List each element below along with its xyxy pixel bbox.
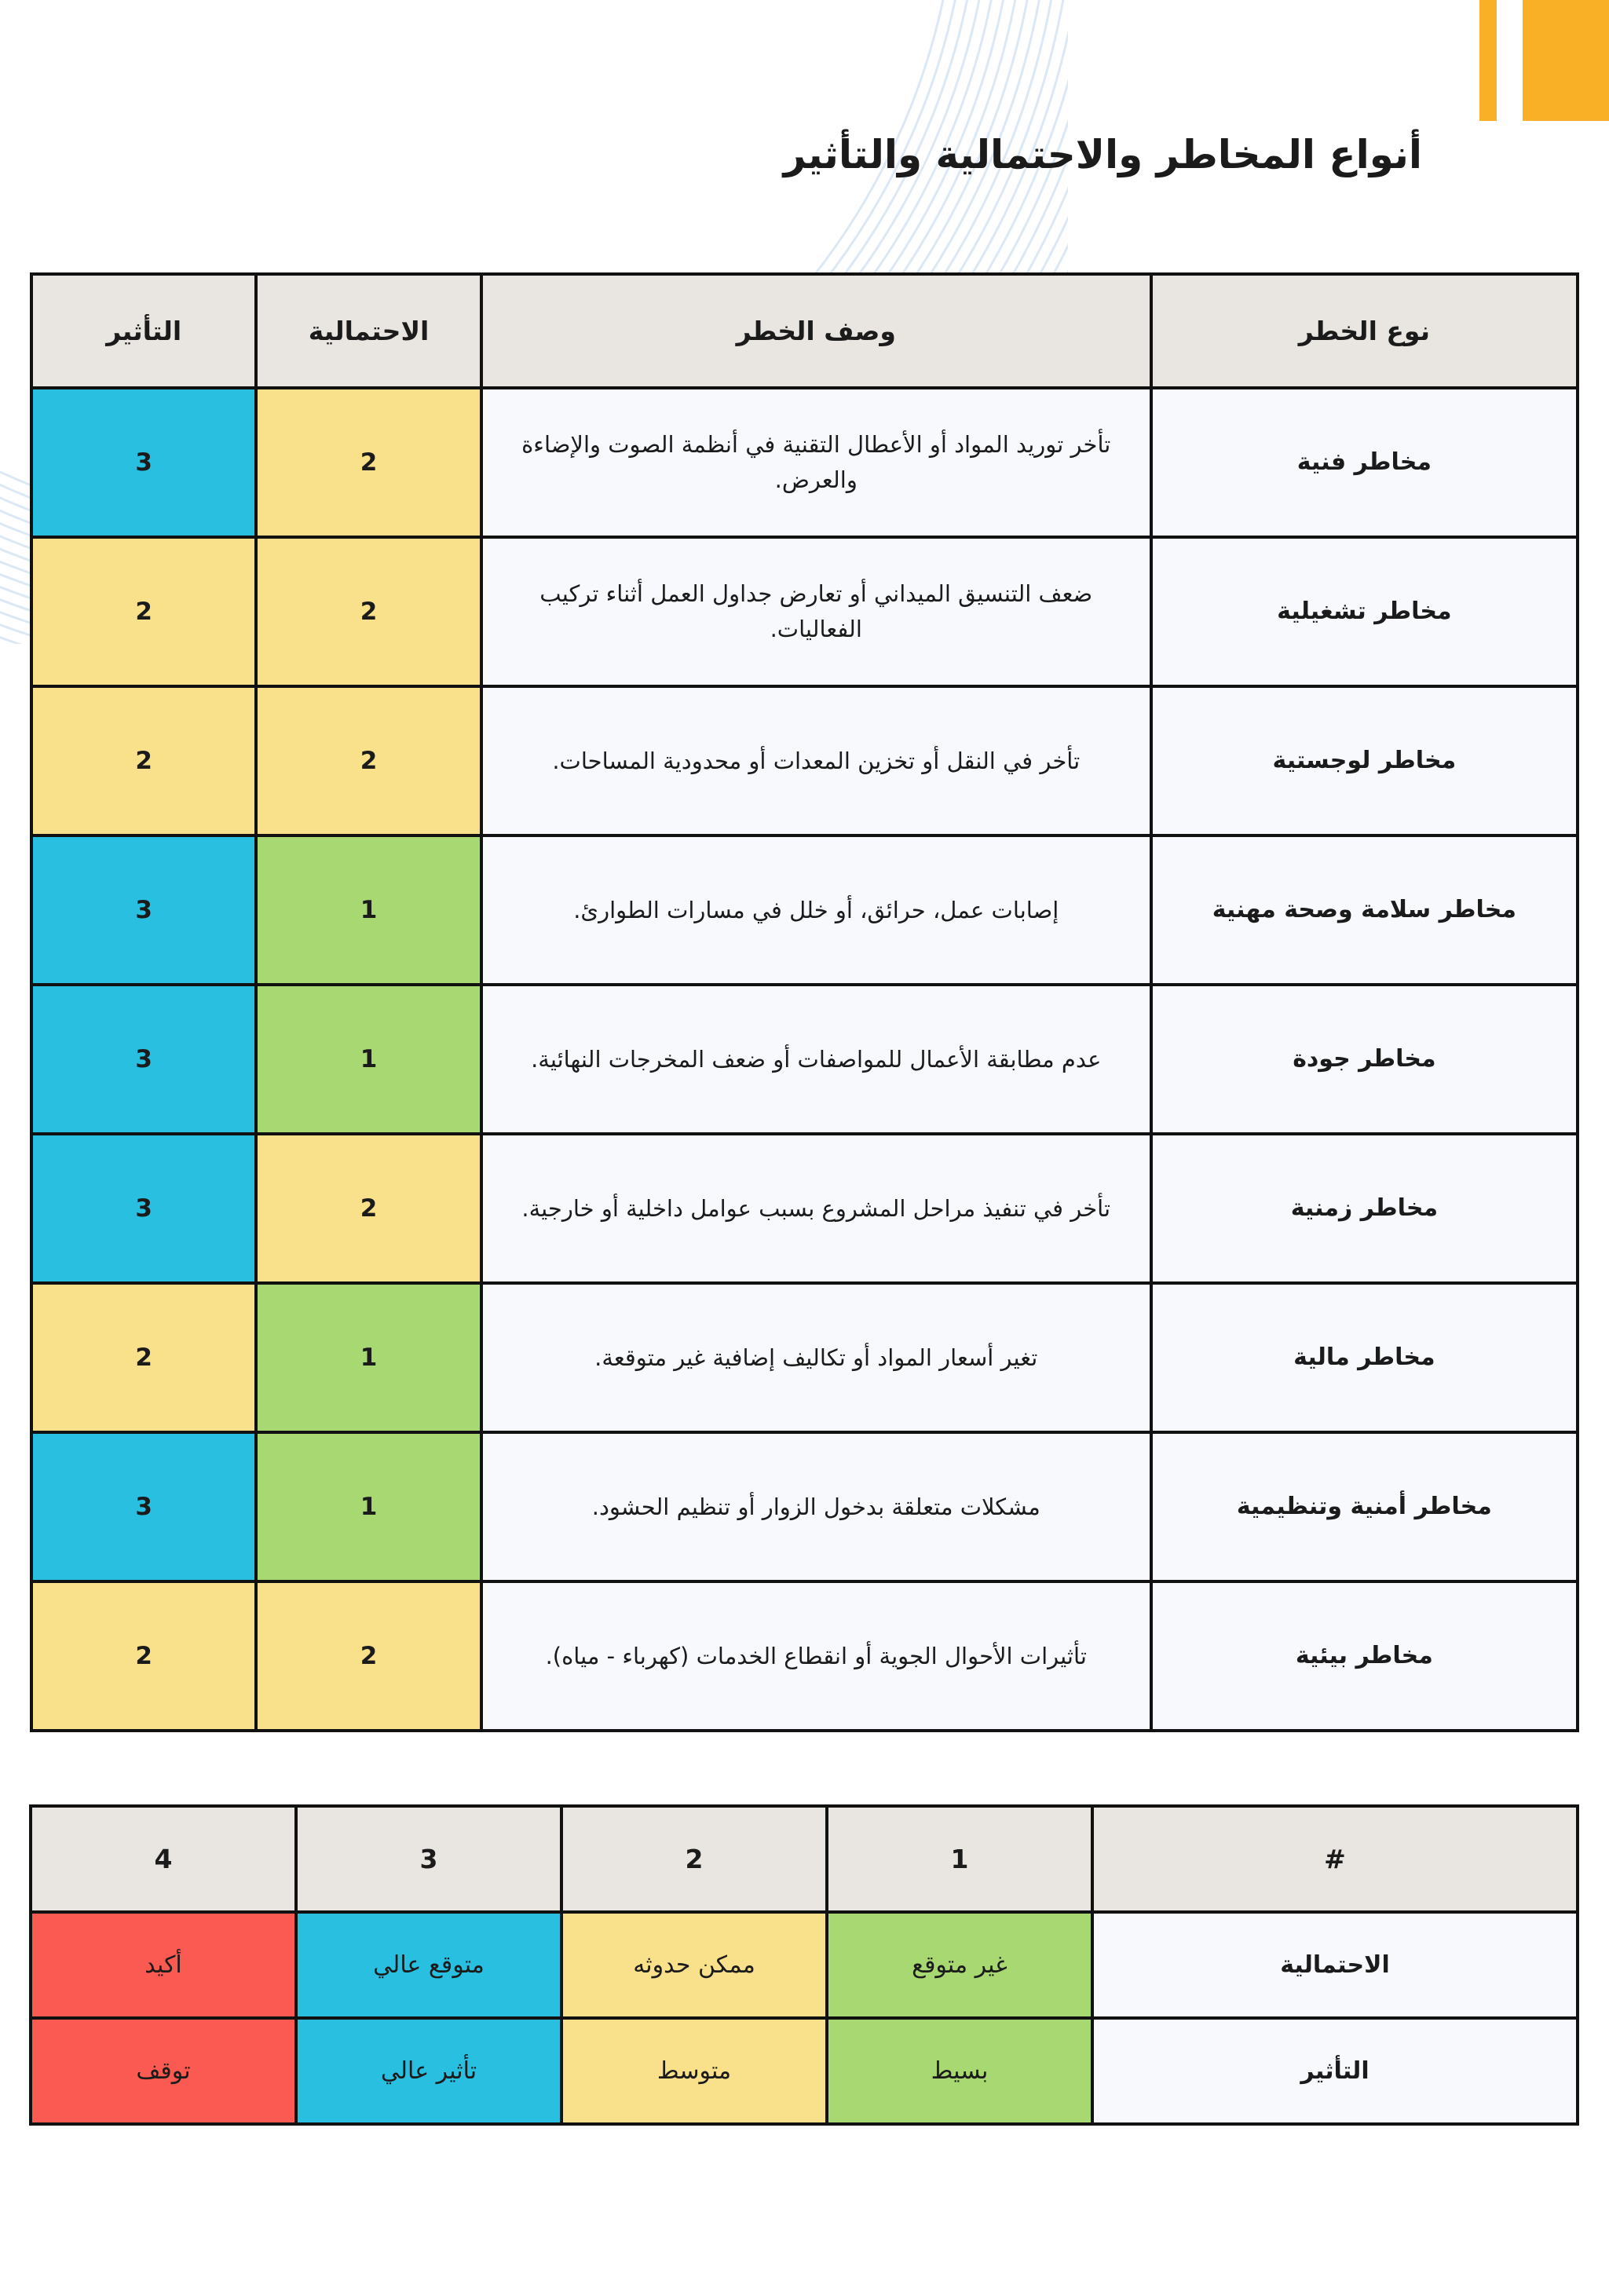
cell-impact-score: 2 xyxy=(31,1283,256,1432)
legend-row xyxy=(31,2018,1578,2124)
header-risk-description: وصف الخطر xyxy=(481,274,1151,388)
cell-probability-score: 1 xyxy=(256,1432,481,1581)
legend-row-label: الاحتمالية xyxy=(1092,1912,1578,2018)
legend-table-head xyxy=(31,1806,1578,1912)
header-probability: الاحتمالية xyxy=(256,274,481,388)
legend-cell-level-2: متوسط xyxy=(561,2018,827,2124)
cell-probability-score: 1 xyxy=(256,1283,481,1432)
cell-risk-description: تأخر في النقل أو تخزين المعدات أو محدودية المساحات. xyxy=(481,686,1151,835)
cell-probability-score: 2 xyxy=(256,686,481,835)
cell-impact-score: 3 xyxy=(31,835,256,985)
table-row xyxy=(31,686,1578,835)
cell-probability-score: 2 xyxy=(256,1134,481,1283)
legend-cell-level-3: متوقع عالي xyxy=(296,1912,561,2018)
legend-header-level-1: 1 xyxy=(827,1806,1092,1912)
orange-bar-gap xyxy=(1497,0,1523,121)
table-row xyxy=(31,985,1578,1134)
cell-risk-description: تأخر توريد المواد أو الأعطال التقنية في أنظمة الصوت والإضاءة والعرض. xyxy=(481,388,1151,537)
cell-risk-description: عدم مطابقة الأعمال للمواصفات أو ضعف المخرجات النهائية. xyxy=(481,985,1151,1134)
risk-matrix-table xyxy=(30,272,1579,1732)
table-row xyxy=(31,1283,1578,1432)
orange-bar-wide xyxy=(1523,0,1609,121)
orange-bar-thin xyxy=(1479,0,1497,121)
risk-table-body xyxy=(31,388,1578,1731)
cell-impact-score: 3 xyxy=(31,1134,256,1283)
cell-risk-type: مخاطر فنية xyxy=(1151,388,1578,537)
cell-impact-score: 2 xyxy=(31,686,256,835)
cell-risk-description: مشكلات متعلقة بدخول الزوار أو تنظيم الحشود. xyxy=(481,1432,1151,1581)
cell-probability-score: 2 xyxy=(256,1581,481,1731)
cell-probability-score: 2 xyxy=(256,388,481,537)
cell-risk-description: تأثيرات الأحوال الجوية أو انقطاع الخدمات (كهرباء - مياه). xyxy=(481,1581,1151,1731)
cell-risk-type: مخاطر لوجستية xyxy=(1151,686,1578,835)
cell-risk-type: مخاطر تشغيلية xyxy=(1151,537,1578,686)
cell-risk-type: مخاطر سلامة وصحة مهنية xyxy=(1151,835,1578,985)
legend-header-hash: # xyxy=(1092,1806,1578,1912)
cell-impact-score: 3 xyxy=(31,1432,256,1581)
cell-risk-description: ضعف التنسيق الميداني أو تعارض جداول العمل أثناء تركيب الفعاليات. xyxy=(481,537,1151,686)
legend-header-level-3: 3 xyxy=(296,1806,561,1912)
cell-risk-type: مخاطر مالية xyxy=(1151,1283,1578,1432)
legend-row-label: التأثير xyxy=(1092,2018,1578,2124)
scale-legend-table xyxy=(29,1804,1579,2126)
table-row xyxy=(31,1581,1578,1731)
cell-impact-score: 3 xyxy=(31,985,256,1134)
table-row xyxy=(31,835,1578,985)
legend-cell-level-1: غير متوقع xyxy=(827,1912,1092,2018)
legend-header-row xyxy=(31,1806,1578,1912)
legend-table-body xyxy=(31,1912,1578,2124)
risk-table-header-row xyxy=(31,274,1578,388)
risk-table-head xyxy=(31,274,1578,388)
page-title: أنواع المخاطر والاحتمالية والتأثير xyxy=(783,132,1422,177)
table-row xyxy=(31,1134,1578,1283)
legend-row xyxy=(31,1912,1578,2018)
cell-probability-score: 2 xyxy=(256,537,481,686)
header-impact: التأثير xyxy=(31,274,256,388)
orange-accent-bars xyxy=(1479,0,1609,121)
table-row xyxy=(31,388,1578,537)
page-title-container xyxy=(784,132,1422,177)
legend-cell-level-3: تأثير عالي xyxy=(296,2018,561,2124)
cell-probability-score: 1 xyxy=(256,985,481,1134)
cell-risk-type: مخاطر زمنية xyxy=(1151,1134,1578,1283)
cell-probability-score: 1 xyxy=(256,835,481,985)
cell-risk-type: مخاطر بيئية xyxy=(1151,1581,1578,1731)
cell-risk-description: تغير أسعار المواد أو تكاليف إضافية غير متوقعة. xyxy=(481,1283,1151,1432)
legend-cell-level-4: أكيد xyxy=(31,1912,296,2018)
legend-header-level-4: 4 xyxy=(31,1806,296,1912)
cell-impact-score: 3 xyxy=(31,388,256,537)
cell-risk-description: إصابات عمل، حرائق، أو خلل في مسارات الطوارئ. xyxy=(481,835,1151,985)
legend-cell-level-2: ممكن حدوثه xyxy=(561,1912,827,2018)
table-row xyxy=(31,537,1578,686)
legend-header-level-2: 2 xyxy=(561,1806,827,1912)
cell-impact-score: 2 xyxy=(31,1581,256,1731)
cell-risk-description: تأخر في تنفيذ مراحل المشروع بسبب عوامل داخلية أو خارجية. xyxy=(481,1134,1151,1283)
cell-impact-score: 2 xyxy=(31,537,256,686)
legend-cell-level-4: توقف xyxy=(31,2018,296,2124)
cell-risk-type: مخاطر جودة xyxy=(1151,985,1578,1134)
cell-risk-type: مخاطر أمنية وتنظيمية xyxy=(1151,1432,1578,1581)
legend-cell-level-1: بسيط xyxy=(827,2018,1092,2124)
header-risk-type: نوع الخطر xyxy=(1151,274,1578,388)
table-row xyxy=(31,1432,1578,1581)
